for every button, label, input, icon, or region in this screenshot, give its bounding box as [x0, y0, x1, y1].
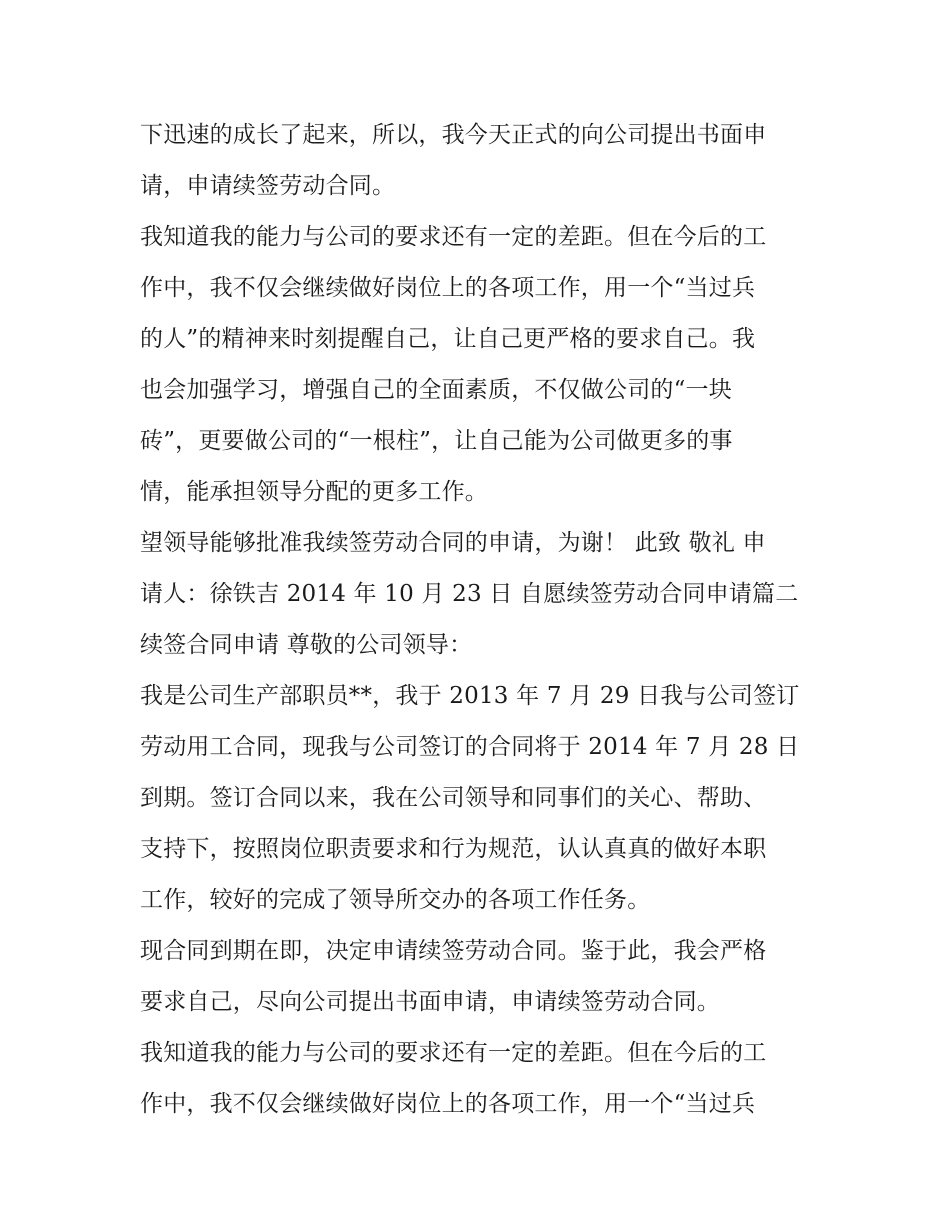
text-line: 续签合同申请 尊敬的公司领导：	[140, 632, 473, 658]
text-line: 望领导能够批准我续签劳动合同的申请，为谢！ 此致 敬礼 申	[140, 530, 766, 556]
text-line: 的人”的精神来时刻提醒自己，让自己更严格的要求自己。我	[140, 326, 756, 352]
text-line: 作中，我不仅会继续做好岗位上的各项工作，用一个“当过兵	[140, 1091, 756, 1117]
text-line: 工作，较好的完成了领导所交办的各项工作任务。	[140, 887, 651, 913]
text-line: 支持下，按照岗位职责要求和行为规范，认认真真的做好本职	[140, 836, 767, 862]
text-line: 劳动用工合同，现我与公司签订的合同将于 2014 年 7 月 28 日	[140, 734, 800, 760]
text-line: 请，申请续签劳动合同。	[140, 173, 396, 199]
text-line: 我是公司生产部职员**，我于 2013 年 7 月 29 日我与公司签订	[140, 683, 800, 709]
text-line: 到期。签订合同以来，我在公司领导和同事们的关心、帮助、	[140, 785, 767, 811]
text-line: 我知道我的能力与公司的要求还有一定的差距。但在今后的工	[140, 224, 767, 250]
text-line: 砖”，更要做公司的“一根柱”，让自己能为公司做更多的事	[140, 428, 733, 454]
text-line: 下迅速的成长了起来，所以，我今天正式的向公司提出书面申	[140, 122, 767, 148]
text-line: 也会加强学习，增强自己的全面素质，不仅做公司的“一块	[140, 377, 732, 403]
text-line: 作中，我不仅会继续做好岗位上的各项工作，用一个“当过兵	[140, 275, 756, 301]
text-line: 情，能承担领导分配的更多工作。	[140, 479, 488, 505]
text-line: 要求自己，尽向公司提出书面申请，申请续签劳动合同。	[140, 989, 720, 1015]
text-line: 请人：徐铁吉 2014 年 10 月 23 日 自愿续签劳动合同申请篇二	[140, 581, 799, 607]
text-line: 我知道我的能力与公司的要求还有一定的差距。但在今后的工	[140, 1040, 767, 1066]
text-line: 现合同到期在即，决定申请续签劳动合同。鉴于此，我会严格	[140, 938, 767, 964]
document-body	[140, 110, 820, 1130]
